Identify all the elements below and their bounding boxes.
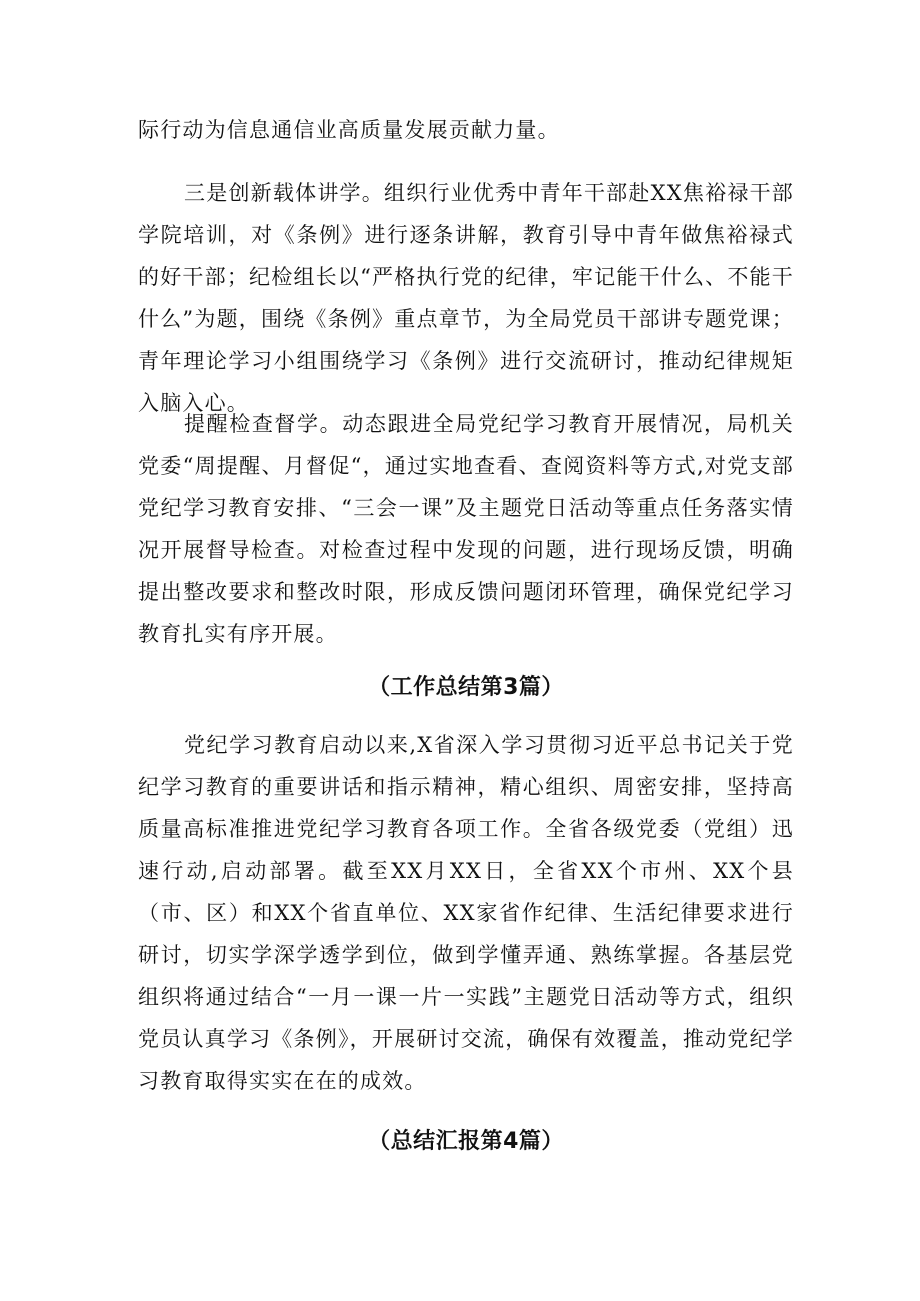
paragraph-continuation: 际行动为信息通信业高质量发展贡献力量。 bbox=[138, 118, 560, 142]
paragraph-inspection-supervision: 提醒检查督学。动态跟进全局党纪学习教育开展情况，局机关党委“周提醒、月督促“，通过实地查看、查阅资料等方式,对党支部党纪学习教育安排、“三会一课”及主题党日活动等重点任务落实情况开展督导检查。对检查过程中发现的问题，进行现场反馈，明确提出整改要求和整改时限，形成反馈问题闭环管理，确保党纪学习教育扎实有序开展。 bbox=[138, 412, 794, 646]
section-heading-3: （工作总结第3篇） bbox=[368, 675, 564, 700]
paragraph-province-summary: 党纪学习教育启动以来,X省深入学习贯彻习近平总书记关于党纪学习教育的重要讲话和指示精神，精心组织、周密安排，坚持高质量高标准推进党纪学习教育各项工作。全省各级党委（党组）迅速行动,启动部署。截至XX月XX日，全省XX个市州、XX个县（市、区）和XX个省直单位、XX家省作纪律、生活纪律要求进行研讨，切实学深学透学到位，做到学懂弄通、熟练掌握。各基层党组织将通过结合“一月一课一片一实践”主题党日活动等方式，组织党员认真学习《条例》，开展研讨交流，确保有效覆盖，推动党纪学习教育取得实实在在的成效。 bbox=[138, 733, 794, 1093]
paragraph-innovation-carrier: 三是创新载体讲学。组织行业优秀中青年干部赴XX焦裕禄干部学院培训，对《条例》进行逐条讲解，教育引导中青年做焦裕禄式的好干部；纪检组长以“严格执行党的纪律，牢记能干什么、不能干什么”为题，围绕《条例》重点章节，为全局党员干部讲专题党课；青年理论学习小组围绕学习《条例》进行交流研讨，推动纪律规矩入脑入心。 bbox=[138, 181, 794, 415]
section-heading-4: （总结汇报第4篇） bbox=[368, 1129, 564, 1154]
